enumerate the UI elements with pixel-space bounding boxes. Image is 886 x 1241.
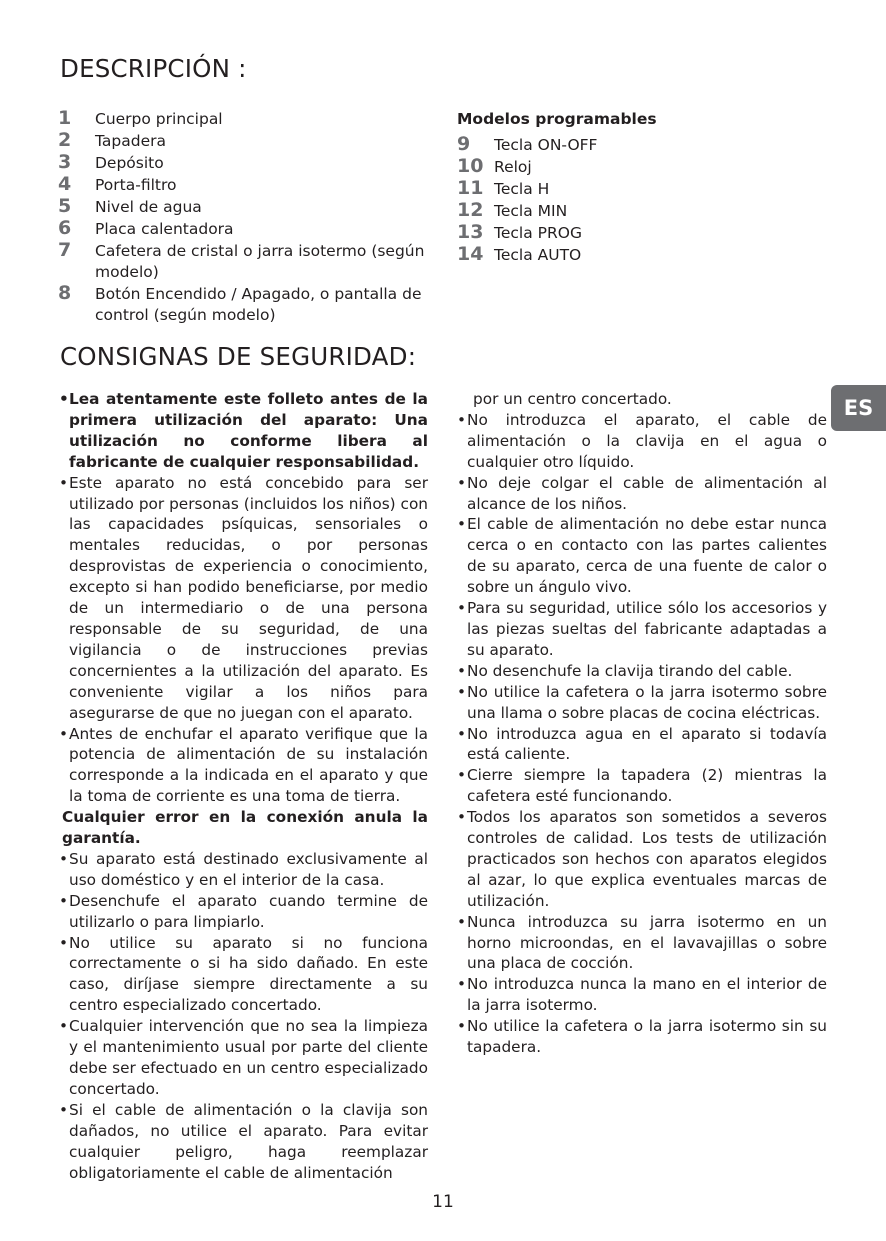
description-title: DESCRIPCIÓN : (60, 54, 247, 83)
safety-item: • El cable de alimentación no debe estar nunca cerca o en contacto con las partes calientes de su aparato, cerca de una fuente de calor o sobre un ángulo vivo. (457, 514, 827, 598)
item-number: 13 (457, 221, 484, 243)
item-number: 12 (457, 199, 484, 221)
item-label: Reloj (494, 158, 532, 176)
safety-item: • Desenchufe el aparato cuando termine de utilizarlo o para limpiarlo. (59, 891, 428, 933)
safety-item: • Para su seguridad, utilice sólo los accesorios y las piezas sueltas del fabricante adaptadas a su aparato. (457, 598, 827, 661)
item-label: Cafetera de cristal o jarra isotermo (según modelo) (95, 242, 425, 281)
description-list (58, 108, 428, 326)
safety-item: • No deje colgar el cable de alimentación al alcance de los niños. (457, 473, 827, 515)
item-label: Tecla MIN (494, 202, 568, 220)
item-label: Placa calentadora (95, 220, 234, 238)
safety-item: • No utilice la cafetera o la jarra isotermo sobre una llama o sobre placas de cocina eléctricas. (457, 682, 827, 724)
item-label: Nivel de agua (95, 198, 202, 216)
list-item (457, 156, 787, 178)
list-item (457, 178, 787, 200)
safety-item: • No introduzca el aparato, el cable de alimentación o la clavija en el agua o cualquier otro líquido. (457, 410, 827, 473)
safety-item: • Cualquier intervención que no sea la limpieza y el mantenimiento usual por parte del cliente debe ser efectuado en un centro especializado concertado. (59, 1016, 428, 1100)
item-number: 4 (58, 173, 72, 195)
safety-item: • No utilice la cafetera o la jarra isotermo sin su tapadera. (457, 1016, 827, 1058)
item-number: 10 (457, 155, 484, 177)
safety-item: • Su aparato está destinado exclusivamente al uso doméstico y en el interior de la casa. (59, 849, 428, 891)
list-item (58, 196, 428, 218)
safety-item: • No introduzca nunca la mano en el interior de la jarra isotermo. (457, 974, 827, 1016)
list-item (457, 222, 787, 244)
item-number: 5 (58, 195, 72, 217)
list-item (58, 130, 428, 152)
safety-warning: Cualquier error en la conexión anula la garantía. (62, 808, 428, 848)
safety-column-left (59, 389, 428, 1183)
safety-item: • Todos los aparatos son sometidos a severos controles de calidad. Los tests de utilización practicados son hechos con aparatos elegidos al azar, lo que explica eventuales marcas de utilización. (457, 807, 827, 912)
list-item (58, 218, 428, 240)
language-tab: ES (831, 385, 886, 431)
safety-item: • Este aparato no está concebido para ser utilizado por personas (incluidos los niños) con las capacidades psíquicas, sensoriales o mentales reducidas, o por personas desprovistas de experiencia o conocimiento, excepto si han podido beneficiarse, por medio de un intermediario o de una persona responsable de su seguridad, de una vigilancia o de instrucciones previas concernientes a la utilización del aparato. Es conveniente vigilar a los niños para asegurarse de que no juegan con el aparato. (59, 473, 428, 724)
item-number: 11 (457, 177, 484, 199)
item-number: 8 (58, 282, 72, 304)
item-number: 6 (58, 217, 72, 239)
item-label: Tecla ON-OFF (494, 136, 598, 154)
safety-column-right (457, 389, 827, 1058)
safety-item: • Cierre siempre la tapadera (2) mientras la cafetera esté funcionando. (457, 765, 827, 807)
item-number: 2 (58, 129, 72, 151)
safety-item-continuation: por un centro concertado. (473, 390, 672, 408)
item-number: 1 (58, 107, 72, 129)
item-label: Porta-filtro (95, 176, 177, 194)
item-label: Tecla H (494, 180, 550, 198)
list-item (58, 240, 428, 283)
list-item (58, 283, 428, 326)
page-number: 11 (432, 1192, 454, 1212)
list-item (58, 108, 428, 130)
safety-item: • Antes de enchufar el aparato verifique que la potencia de alimentación de su instalación corresponde a la indicada en el aparato y que la toma de corriente es una toma de tierra. (59, 724, 428, 808)
list-item (457, 200, 787, 222)
safety-title: CONSIGNAS DE SEGURIDAD: (60, 342, 417, 371)
programmable-title: Modelos programables (457, 110, 657, 128)
item-number: 14 (457, 243, 484, 265)
item-label: Tapadera (95, 132, 166, 150)
list-item (457, 244, 787, 266)
safety-item: • No utilice su aparato si no funciona correctamente o si ha sido dañado. En este caso, diríjase siempre directamente a su centro especializado concertado. (59, 933, 428, 1017)
list-item (58, 152, 428, 174)
list-item (457, 134, 787, 156)
item-label: Botón Encendido / Apagado, o pantalla de control (según modelo) (95, 285, 422, 324)
programmable-models (457, 108, 787, 266)
safety-item: • No introduzca agua en el aparato si todavía está caliente. (457, 724, 827, 766)
item-number: 7 (58, 239, 72, 261)
item-label: Cuerpo principal (95, 110, 223, 128)
safety-item: • Si el cable de alimentación o la clavija son dañados, no utilice el aparato. Para evitar cualquier peligro, haga reemplazar obligatoriamente el cable de alimentación (59, 1100, 428, 1184)
item-number: 9 (457, 133, 471, 155)
item-label: Tecla AUTO (494, 246, 582, 264)
list-item (58, 174, 428, 196)
safety-item: • No desenchufe la clavija tirando del cable. (457, 661, 827, 682)
safety-item: • Lea atentamente este folleto antes de la primera utilización del aparato: Una utilización no conforme libera al fabricante de cualquier responsabilidad. (59, 389, 428, 473)
item-label: Depósito (95, 154, 164, 172)
item-label: Tecla PROG (494, 224, 582, 242)
item-number: 3 (58, 151, 72, 173)
safety-item: • Nunca introduzca su jarra isotermo en un horno microondas, en el lavavajillas o sobre una placa de cocción. (457, 912, 827, 975)
